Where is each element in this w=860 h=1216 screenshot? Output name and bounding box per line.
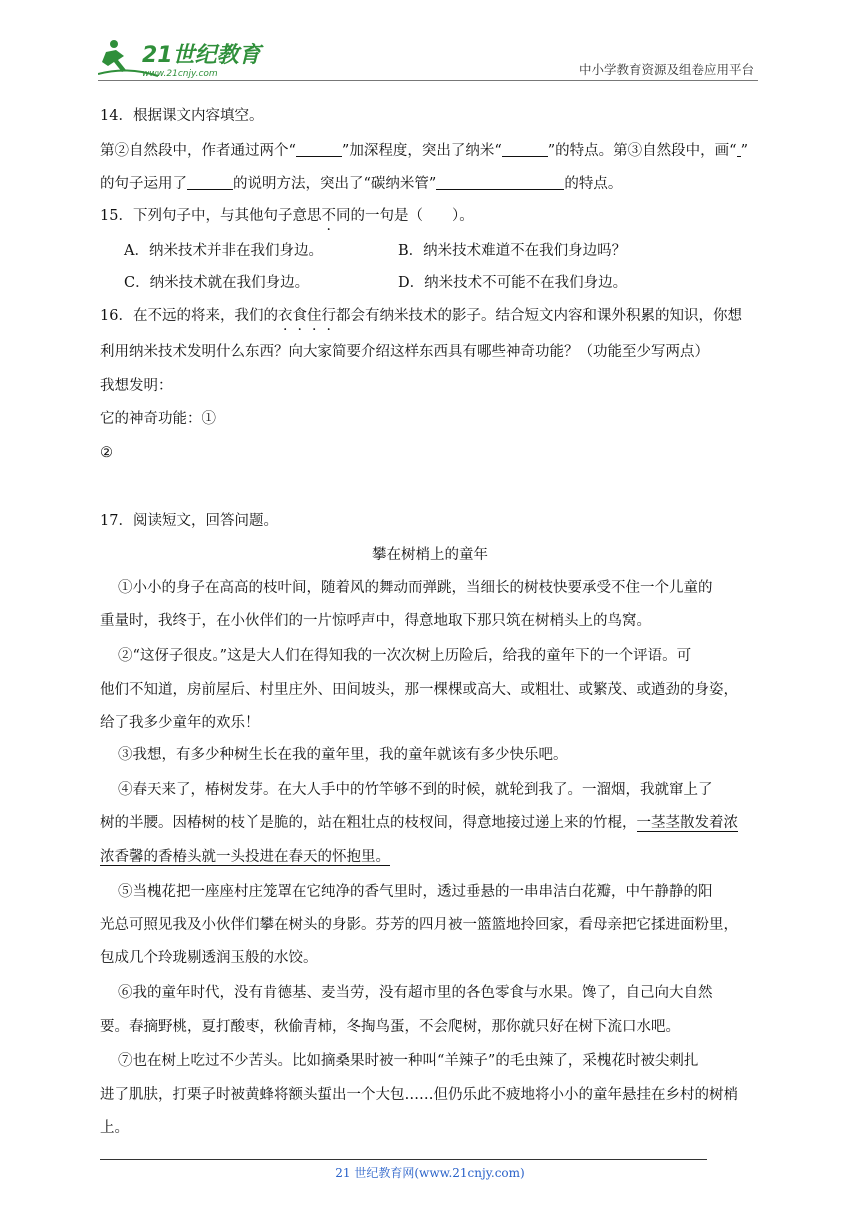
para-7-line-2: 进了肌肤，打栗子时被黄蜂将额头蜇出一个大包……但仍乐此不疲地将小小的童年悬挂在乡村的树梢 xyxy=(100,1087,738,1103)
blank xyxy=(436,175,564,190)
footer-text[interactable]: 21 世纪教育网(www.21cnjy.com) xyxy=(335,1166,525,1180)
para-2-line-3: 给了我多少童年的欢乐！ xyxy=(100,715,260,731)
logo-url: www.21cnjy.com xyxy=(142,69,218,79)
underlined-sentence: 浓香馨的香椿头就一头投进在春天的怀抱里。 xyxy=(100,849,390,865)
para-7-line-3: 上。 xyxy=(100,1120,129,1136)
para-5-line-3: 包成几个玲珑剔透润玉般的水饺。 xyxy=(100,950,318,966)
q15-option-d: D．纳米技术不可能不在我们身边。 xyxy=(398,275,628,291)
para-4-line-1: ④春天来了，椿树发芽。在大人手中的竹竿够不到的时候，就轮到我了。一溜烟，我就窜上了 xyxy=(118,782,713,798)
q14-line2: 的句子运用了 的说明方法，突出了“碳纳米管” 的特点。 xyxy=(100,176,623,192)
emphasis-dot-char: 住 xyxy=(306,308,322,324)
page-header xyxy=(98,26,758,86)
q16-line2: 利用纳米技术发明什么东西？向大家简要介绍这样东西具有哪些神奇功能？（功能至少写两点） xyxy=(100,344,709,360)
emphasis-dot-char: 衣 xyxy=(277,308,293,324)
platform-name: 中小学教育资源及组卷应用平台 xyxy=(578,62,754,77)
header-divider xyxy=(98,80,758,81)
emphasis-dot-char: 行 xyxy=(321,308,336,324)
q15-option-c: C．纳米技术就在我们身边。 xyxy=(124,275,310,291)
blank xyxy=(502,142,548,157)
emphasis-dot-char: 食 xyxy=(292,308,307,324)
logo-title: 21世纪教育 xyxy=(142,43,261,68)
q16-line4: 它的神奇功能：① xyxy=(100,411,216,427)
footer-divider xyxy=(100,1159,707,1160)
para-6-line-2: 要。春摘野桃，夏打酸枣，秋偷青柿，冬掏鸟蛋，不会爬树，那你就只好在树下流口水吧。 xyxy=(100,1019,680,1035)
article-title: 攀在树梢上的童年 xyxy=(372,547,488,563)
q14-title: 14．根据课文内容填空。 xyxy=(100,108,264,124)
para-6-line-1: ⑥我的童年时代，没有肯德基、麦当劳，没有超市里的各色零食与水果。馋了，自己向大自然 xyxy=(118,985,713,1001)
blank xyxy=(187,175,233,190)
para-5-line-1: ⑤当槐花把一座座村庄笼罩在它纯净的香气里时，透过垂悬的一串串洁白花瓣，中午静静的阳 xyxy=(118,884,713,900)
q15-option-b: B．纳米技术难道不在我们身边吗？ xyxy=(398,243,627,259)
para-7-line-1: ⑦也在树上吃过不少苦头。比如摘桑果时被一种叫“羊辣子”的毛虫辣了，采槐花时被尖刺扎 xyxy=(118,1053,699,1069)
emphasis-dot-char: 不 xyxy=(321,208,336,224)
q15-option-a: A．纳米技术并非在我们身边。 xyxy=(124,243,323,259)
para-5-line-2: 光总可照见我及小伙伴们攀在树头的身影。芬芳的四月被一篮篮地拎回家，看母亲把它揉进面粉里， xyxy=(100,917,738,933)
para-4-line-2: 树的半腰。因椿树的枝丫是脆的，站在粗壮点的枝杈间，得意地接过递上来的竹棍，一茎茎散发着浓 xyxy=(100,815,738,831)
para-3-line-1: ③我想，有多少种树生长在我的童年里，我的童年就该有多少快乐吧。 xyxy=(118,747,568,763)
q16-line5: ② xyxy=(100,445,113,461)
para-2-line-1: ②“这伢子很皮。”这是大人们在得知我的一次次树上历险后，给我的童年下的一个评语。可 xyxy=(118,648,692,664)
para-4-line-3 xyxy=(100,847,390,867)
underlined-sentence: 一茎茎散发着浓 xyxy=(636,815,738,831)
q16-line3: 我想发明： xyxy=(100,378,173,394)
para-2-line-2: 他们不知道，房前屋后、村里庄外、田间坡头，那一棵棵或高大、或粗壮、或繁茂、或遒劲的身姿， xyxy=(100,682,738,698)
para-1-line-2: 重量时，我终于，在小伙伴们的一片惊呼声中，得意地取下那只筑在树梢头上的鸟窝。 xyxy=(100,613,651,629)
q16-line1: 16．在不远的将来，我们的衣食住行都会有纳米技术的影子。结合短文内容和课外积累的知识，你想 xyxy=(100,308,742,324)
q15-title: 15．下列句子中，与其他句子意思不同的一句是（ ）。 xyxy=(100,208,474,224)
site-logo xyxy=(98,36,268,84)
blank xyxy=(296,142,342,157)
q14-line1: 第②自然段中，作者通过两个“ ”加深程度，突出了纳米“ ”的特点。第③自然段中，画“ ” xyxy=(100,143,748,159)
q17-title: 17．阅读短文，回答问题。 xyxy=(100,513,278,529)
para-1-line-1: ①小小的身子在高高的枝叶间，随着风的舞动而弹跳，当细长的树枝快要承受不住一个儿童的 xyxy=(118,580,713,596)
